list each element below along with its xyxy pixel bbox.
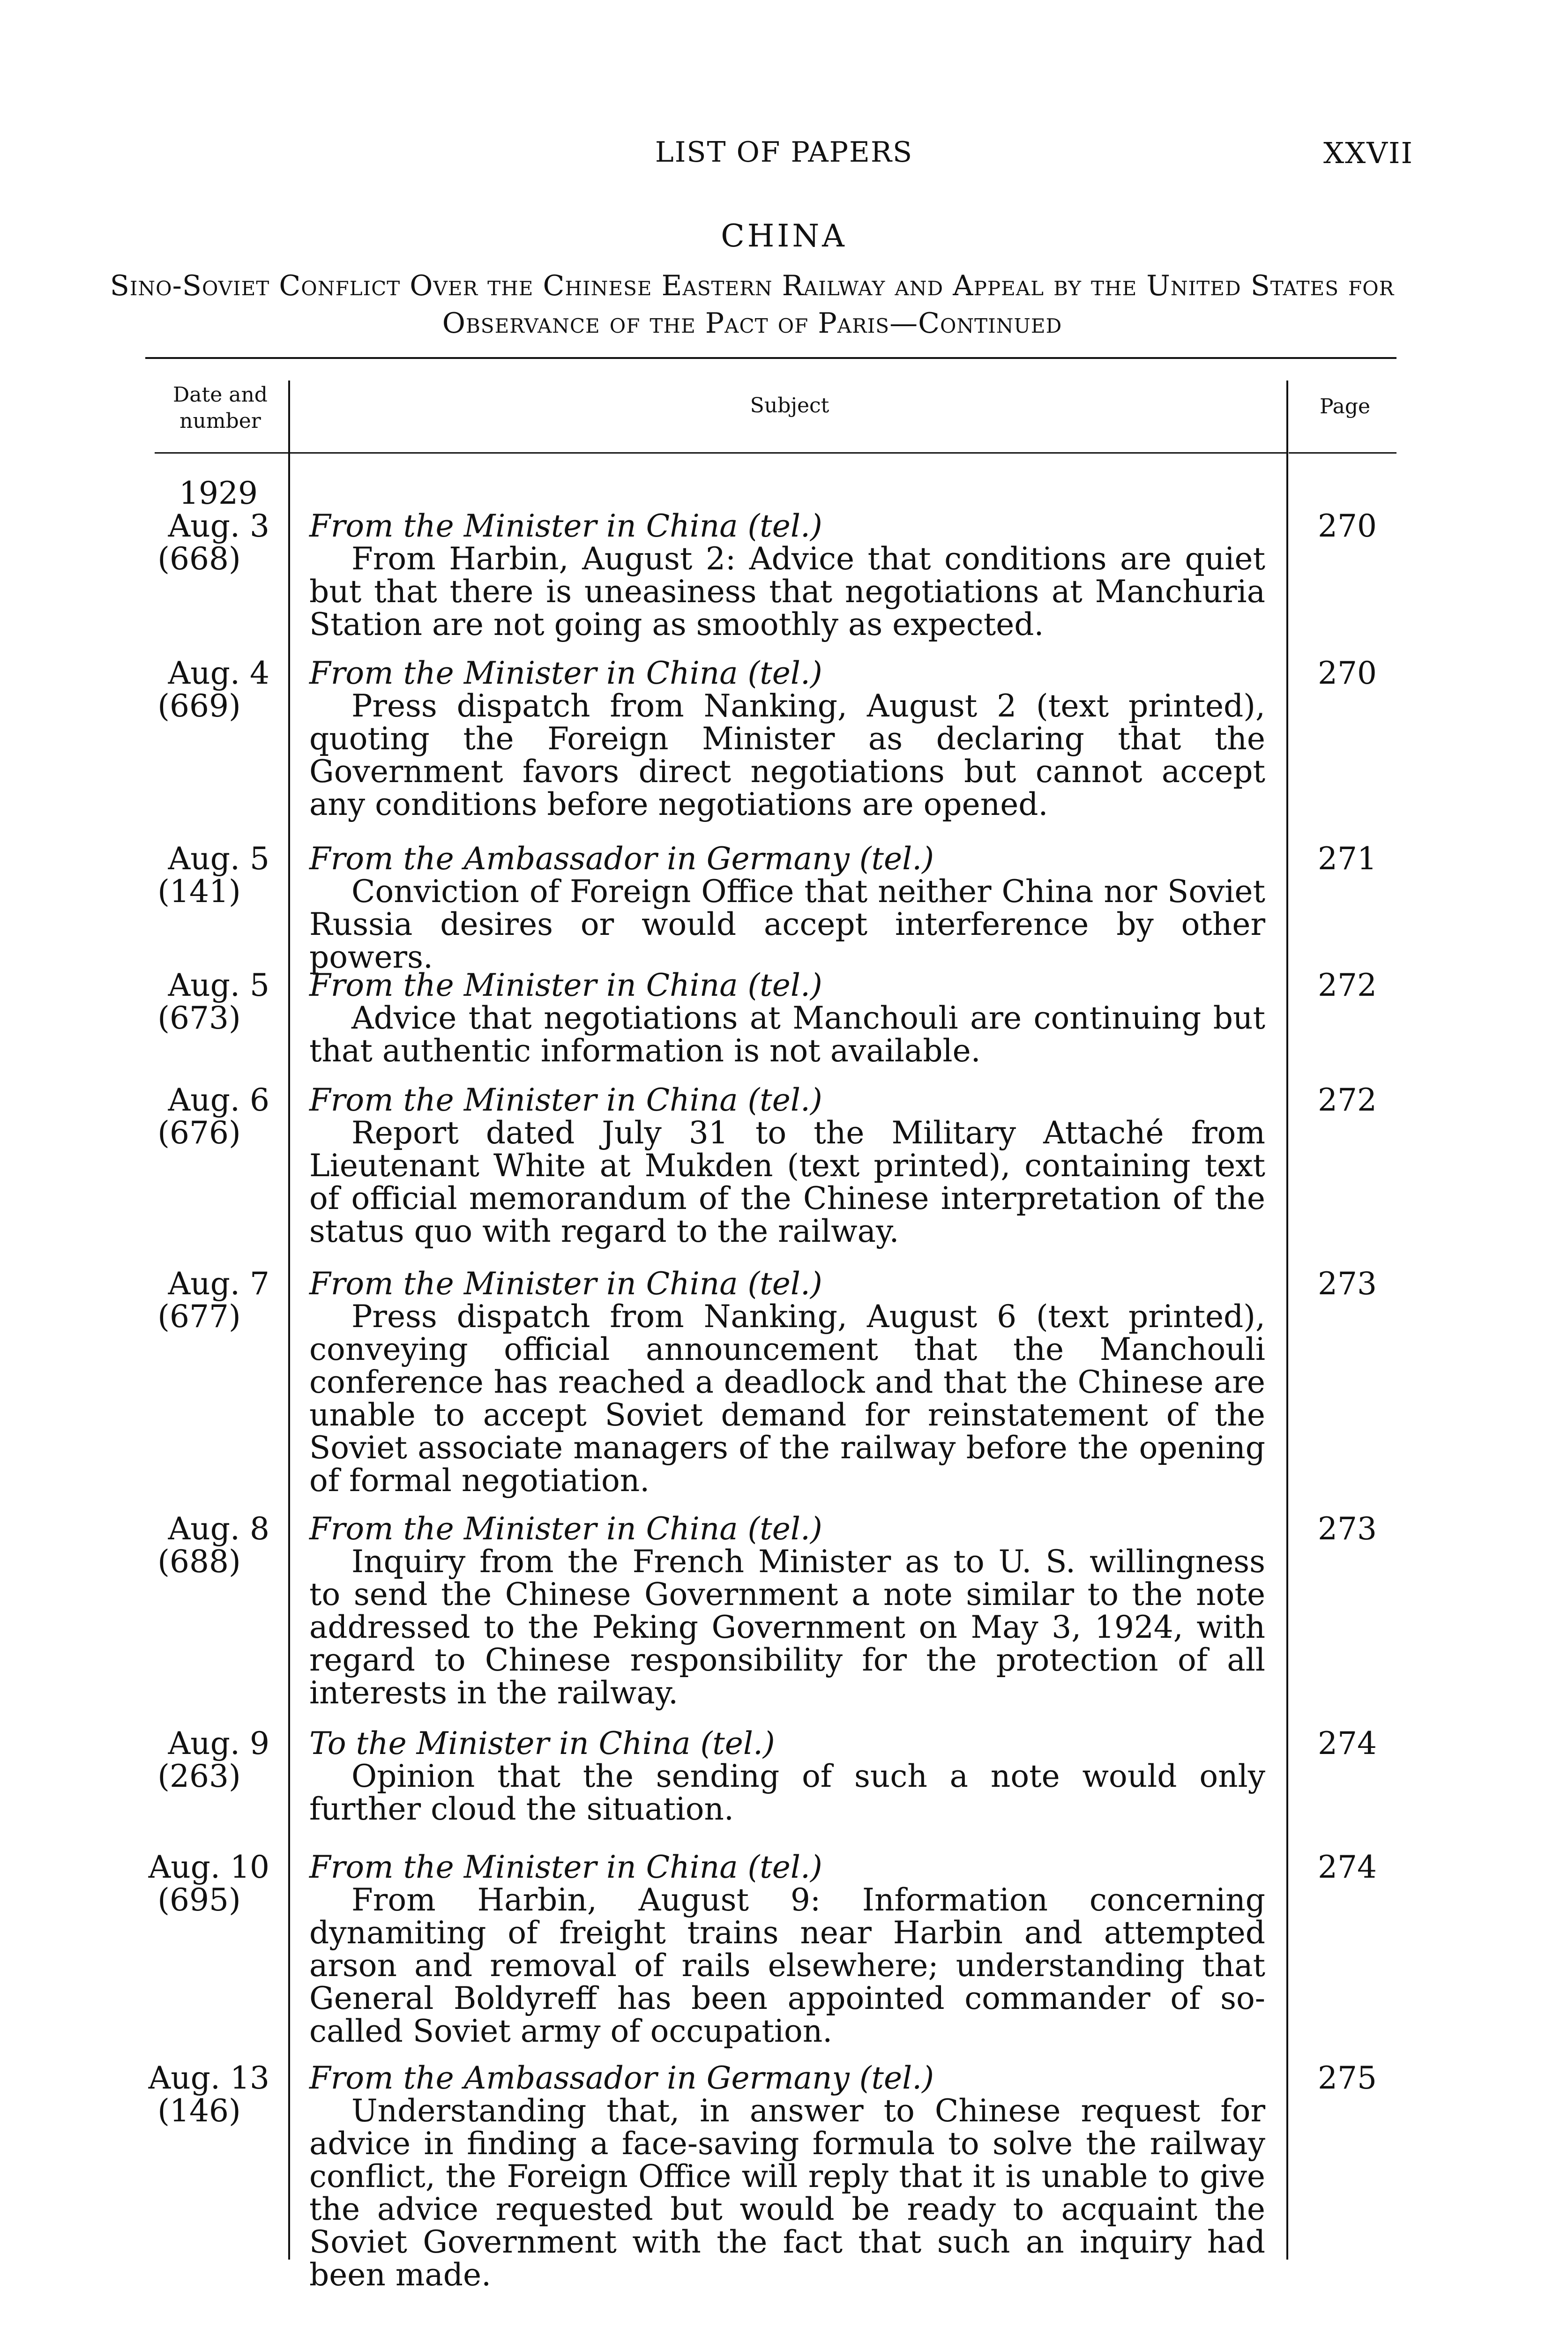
entry-subject — [309, 1851, 1265, 2048]
entry-subject — [309, 2062, 1265, 2291]
entry-from: To the Minister in China (tel.) — [309, 1725, 775, 1761]
page-folio: XXVII — [1323, 136, 1413, 170]
entry-subject — [309, 510, 1265, 641]
entry-description: Press dispatch from Nanking, August 2 (text printed), quoting the Foreign Minister as declaring that the Government favors direct negotiations but cannot accept any conditions before negotiations are opened. — [309, 688, 1265, 822]
running-head-title: LIST OF PAPERS — [655, 136, 913, 169]
entry-date: Aug. 6 — [168, 1082, 269, 1118]
entry-description: From Harbin, August 2: Advice that conditions are quiet but that there is uneasiness that negotiations at Manchuria Station are not going as smoothly as expected. — [309, 541, 1265, 642]
entry-description: Inquiry from the French Minister as to U. S. willingness to send the Chinese Government a note similar to the note addressed to the Peking Government on May 3, 1924, with regard to Chinese responsibility for the protection of all interests in the railway. — [309, 1544, 1265, 1711]
entry-date: Aug. 7 — [168, 1266, 269, 1302]
entry-subject — [309, 843, 1265, 974]
entry-page: 274 — [1318, 1725, 1377, 1761]
entry-description: Opinion that the sending of such a note would only further cloud the situation. — [309, 1758, 1265, 1827]
entry-from: From the Minister in China (tel.) — [309, 1511, 822, 1547]
entry-number: (668) — [157, 541, 241, 577]
entry-page: 273 — [1318, 1266, 1377, 1302]
entry-page: 272 — [1318, 1082, 1377, 1118]
entry-number: (695) — [157, 1882, 241, 1918]
year-label: 1929 — [179, 475, 258, 511]
entry-description: From Harbin, August 9: Information concerning dynamiting of freight trains near Harbin and attempted arson and removal of rails elsewhere; understanding that General Boldyreff has been appointed commander of so-called Soviet army of occupation. — [309, 1882, 1265, 2049]
entry-description: Understanding that, in answer to Chinese request for advice in finding a face-saving formula to solve the railway conflict, the Foreign Office will reply that it is unable to give the advice requested but would be ready to acquaint the Soviet Government with the fact that such an inquiry had been made. — [309, 2093, 1265, 2293]
entry-subject — [309, 1268, 1265, 1497]
entry-page: 273 — [1318, 1511, 1377, 1547]
entry-page: 270 — [1318, 508, 1377, 544]
entry-number: (676) — [157, 1115, 241, 1151]
entry-subject — [309, 1084, 1265, 1248]
entry-from: From the Minister in China (tel.) — [309, 508, 822, 544]
header-subject: Subject — [750, 394, 829, 418]
entry-number: (669) — [157, 688, 241, 724]
entry-from: From the Minister in China (tel.) — [309, 1266, 822, 1302]
entry-from: From the Minister in China (tel.) — [309, 1849, 822, 1885]
entry-date: Aug. 5 — [168, 967, 269, 1003]
entry-page: 274 — [1318, 1849, 1377, 1885]
entry-date: Aug. 4 — [168, 655, 269, 691]
entry-number: (141) — [157, 873, 241, 910]
entry-description: Report dated July 31 to the Military Attaché from Lieutenant White at Mukden (text printed), containing text of official memorandum of the Chinese interpretation of the status quo with regard to the railway. — [309, 1115, 1265, 1249]
entry-from: From the Ambassador in Germany (tel.) — [309, 841, 934, 877]
entry-from: From the Minister in China (tel.) — [309, 655, 822, 691]
entry-number: (673) — [157, 1000, 241, 1036]
entry-from: From the Ambassador in Germany (tel.) — [309, 2060, 934, 2096]
entry-page: 275 — [1318, 2060, 1377, 2096]
entry-date: Aug. 9 — [168, 1725, 269, 1761]
entry-subject — [309, 969, 1265, 1067]
entry-description: Press dispatch from Nanking, August 6 (text printed), conveying official announcement that the Manchouli conference has reached a deadlock and that the Chinese are unable to accept Soviet demand for reinstatement of the Soviet associate managers of the railway before the opening of formal negotiation. — [309, 1298, 1265, 1499]
entry-description: Advice that negotiations at Manchouli are continuing but that authentic information is not available. — [309, 1000, 1265, 1069]
entry-number: (263) — [157, 1758, 241, 1794]
entry-page: 272 — [1318, 967, 1377, 1003]
entry-from: From the Minister in China (tel.) — [309, 1082, 822, 1118]
header-page: Page — [1319, 395, 1371, 418]
section-title: Sino-Soviet Conflict Over the Chinese Eastern Railway and Appeal by the United States for Observance of the Pact of Paris—Continued — [110, 269, 1395, 340]
entry-date: Aug. 8 — [168, 1511, 269, 1547]
entry-date: Aug. 13 — [148, 2060, 269, 2096]
entry-page: 271 — [1318, 841, 1377, 877]
entry-number: (688) — [157, 1544, 241, 1580]
entry-number: (677) — [157, 1298, 241, 1335]
entry-number: (146) — [157, 2093, 241, 2129]
entry-subject — [309, 1727, 1265, 1826]
entry-subject — [309, 657, 1265, 821]
entry-date: Aug. 3 — [168, 508, 269, 544]
entry-from: From the Minister in China (tel.) — [309, 967, 822, 1003]
entry-page: 270 — [1318, 655, 1377, 691]
entry-date: Aug. 5 — [168, 841, 269, 877]
country-heading: CHINA — [721, 218, 847, 254]
entry-subject — [309, 1513, 1265, 1709]
entry-description: Conviction of Foreign Office that neither China nor Soviet Russia desires or would accept interference by other powers. — [309, 873, 1265, 975]
entry-date: Aug. 10 — [148, 1849, 269, 1885]
header-date-number: Date and number — [173, 383, 268, 433]
